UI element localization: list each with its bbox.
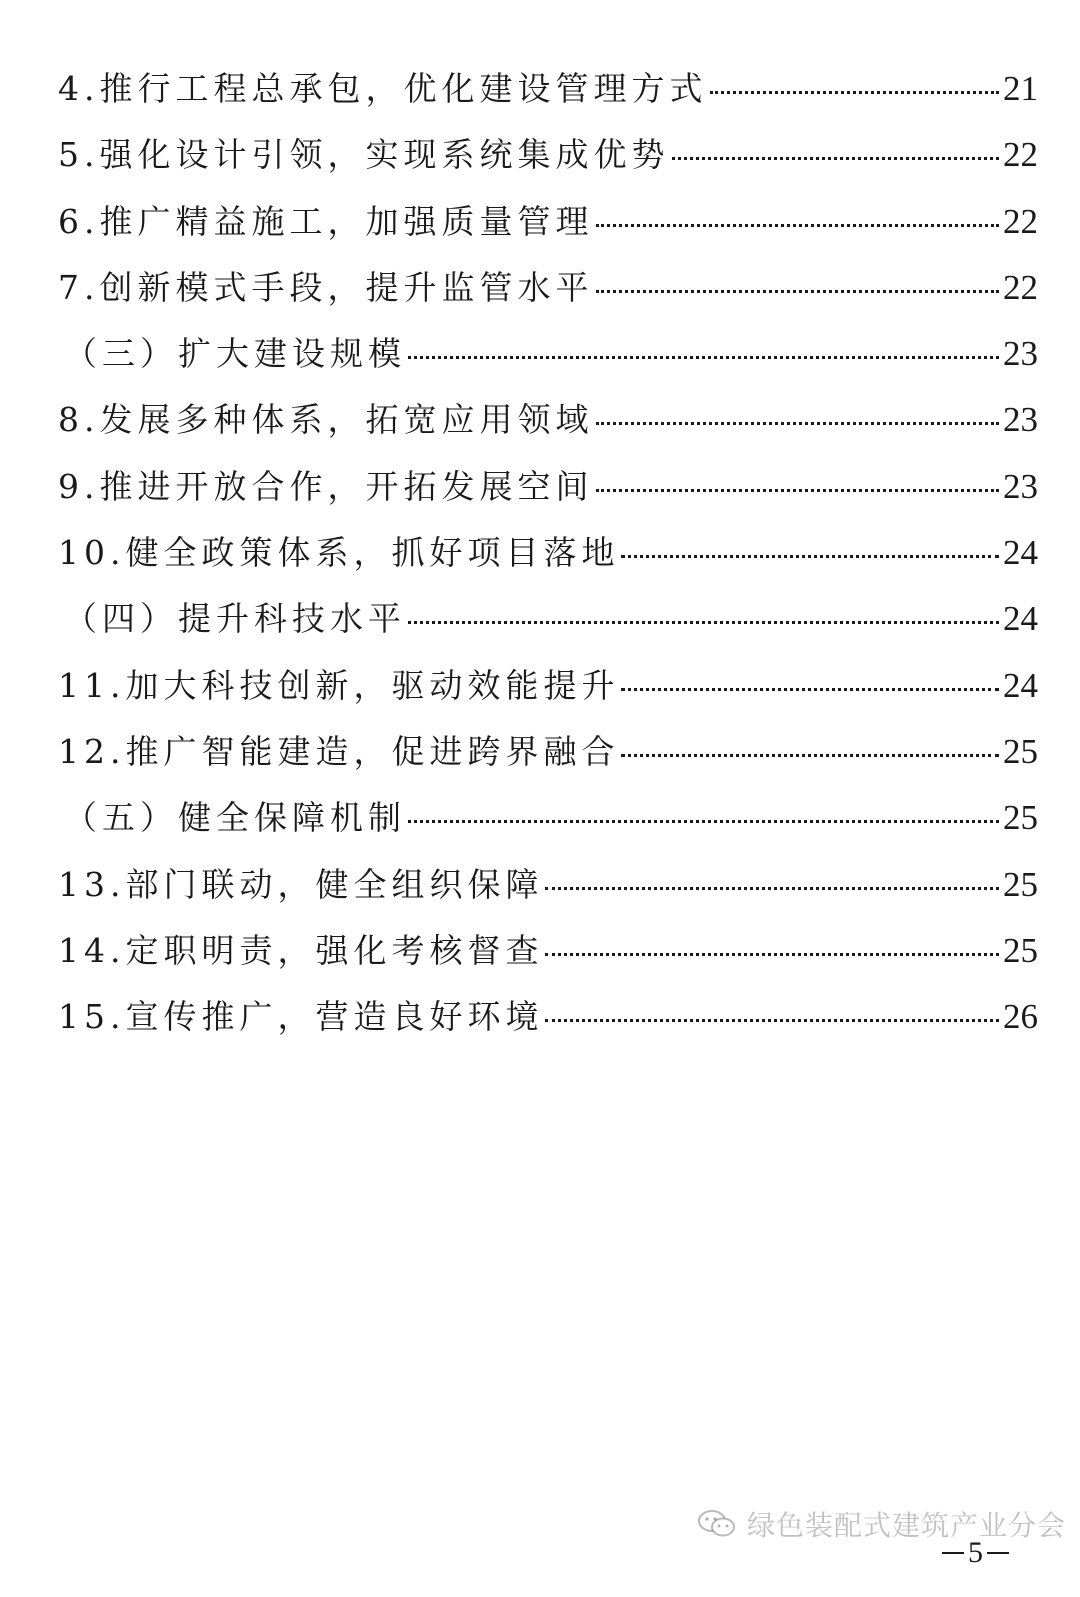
toc-item-row[interactable] (58, 130, 1038, 196)
toc-item-row[interactable] (58, 462, 1038, 528)
toc-entry-title: （五）健全保障机制 (64, 798, 406, 838)
toc-dot-leader (596, 224, 1000, 227)
toc-dot-leader (621, 688, 999, 691)
toc-item-row[interactable] (58, 661, 1038, 727)
page-number (938, 1536, 1013, 1570)
toc-dot-leader (672, 157, 1000, 160)
toc-dot-leader (621, 754, 999, 757)
toc-dot-leader (596, 422, 1000, 425)
toc-entry-title: 6.推广精益施工，加强质量管理 (58, 201, 594, 241)
watermark-text: 绿色装配式建筑产业分会 (747, 1509, 1067, 1542)
toc-item-row[interactable] (58, 727, 1038, 793)
table-of-contents (58, 64, 1038, 1058)
toc-item-row[interactable] (58, 263, 1038, 329)
toc-page-number: 24 (1003, 599, 1038, 639)
toc-entry-title: 11.加大科技创新，驱动效能提升 (58, 665, 620, 705)
toc-page-number: 25 (1003, 864, 1038, 904)
toc-section-row[interactable] (58, 793, 1038, 859)
toc-page-number: 22 (1003, 135, 1038, 175)
toc-dot-leader (408, 621, 999, 624)
toc-item-row[interactable] (58, 197, 1038, 263)
toc-dot-leader (710, 91, 1000, 94)
toc-page-number: 21 (1003, 69, 1038, 108)
toc-entry-title: 13.部门联动，健全组织保障 (58, 864, 544, 904)
toc-entry-title: 15.宣传推广，营造良好环境 (58, 997, 544, 1037)
toc-entry-title: 12.推广智能建造，促进跨界融合 (58, 731, 620, 771)
toc-dot-leader (596, 290, 1000, 293)
toc-page-number: 26 (1003, 997, 1038, 1037)
page-number-text: 5 (968, 1536, 983, 1569)
toc-entry-title: 7.创新模式手段，提升监管水平 (58, 267, 594, 307)
toc-page-number: 25 (1003, 930, 1038, 970)
toc-section-row[interactable] (58, 594, 1038, 660)
toc-item-row[interactable] (58, 528, 1038, 594)
toc-item-row[interactable] (58, 395, 1038, 461)
toc-page-number: 23 (1003, 334, 1038, 374)
toc-page-number: 24 (1003, 665, 1038, 705)
toc-page-number: 23 (1003, 466, 1038, 506)
toc-page-number: 23 (1003, 400, 1038, 440)
toc-dot-leader (621, 555, 999, 558)
toc-entry-title: （四）提升科技水平 (64, 599, 406, 639)
toc-dot-leader (545, 1019, 999, 1022)
wechat-icon (697, 1508, 737, 1540)
toc-item-row[interactable] (58, 64, 1038, 130)
page-dash-right (987, 1552, 1009, 1554)
toc-entry-title: 8.发展多种体系，拓宽应用领域 (58, 400, 594, 440)
toc-dot-leader (596, 489, 1000, 492)
toc-entry-title: 5.强化设计引领，实现系统集成优势 (58, 135, 670, 175)
toc-section-row[interactable] (58, 329, 1038, 395)
toc-page-number: 25 (1003, 798, 1038, 838)
toc-item-row[interactable] (58, 926, 1038, 992)
toc-dot-leader (408, 820, 999, 823)
toc-dot-leader (545, 953, 999, 956)
toc-page-number: 22 (1003, 267, 1038, 307)
toc-entry-title: 14.定职明责，强化考核督查 (58, 930, 544, 970)
toc-page-number: 25 (1003, 731, 1038, 771)
toc-entry-title: （三）扩大建设规模 (64, 334, 406, 374)
toc-entry-title: 9.推进开放合作，开拓发展空间 (58, 466, 594, 506)
toc-item-row[interactable] (58, 992, 1038, 1058)
toc-entry-title: 4.推行工程总承包，优化建设管理方式 (58, 69, 708, 108)
toc-page-number: 22 (1003, 201, 1038, 241)
toc-dot-leader (545, 887, 999, 890)
toc-entry-title: 10.健全政策体系，抓好项目落地 (58, 533, 620, 573)
toc-page-number: 24 (1003, 533, 1038, 573)
toc-dot-leader (408, 356, 999, 359)
toc-item-row[interactable] (58, 860, 1038, 926)
page-dash-left (942, 1552, 964, 1554)
